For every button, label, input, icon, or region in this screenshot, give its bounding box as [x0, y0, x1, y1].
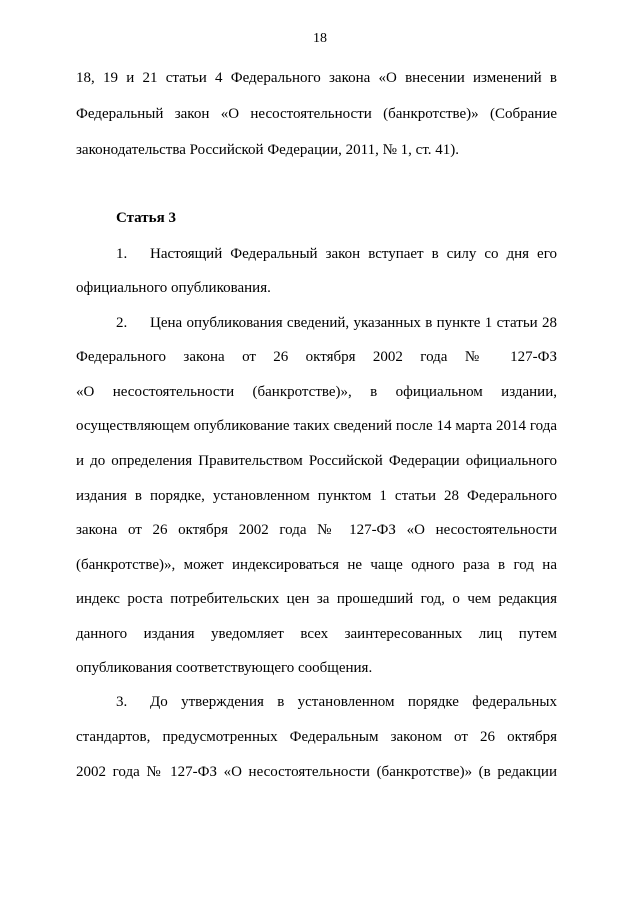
- p2-line: издания в порядке, установленном пунктом 1 статьи 28 Федерального: [76, 488, 557, 504]
- p1-number: 1.: [116, 246, 128, 262]
- p2-line: закона от 26 октября 2002 года № 127-ФЗ «О несостоятельности: [76, 522, 557, 538]
- intro-line-2: Федеральный закон «О несостоятельности (банкротстве)» (Собрание: [76, 106, 557, 122]
- p2-line: и до определения Правительством Российской Федерации официального: [76, 453, 557, 469]
- p1-first-text: Настоящий Федеральный закон вступает в силу со дня его: [150, 246, 557, 262]
- intro-line-3: законодательства Российской Федерации, 2011, № 1, ст. 41).: [76, 142, 459, 158]
- p2-line: «О несостоятельности (банкротстве)», в официальном издании,: [76, 384, 557, 400]
- p2-line: Федерального закона от 26 октября 2002 года № 127-ФЗ: [76, 349, 557, 365]
- p1-line: официального опубликования.: [76, 280, 271, 296]
- p2-first-text: Цена опубликования сведений, указанных в пункте 1 статьи 28: [150, 315, 557, 331]
- page-number: 18: [313, 31, 327, 46]
- p3-first-text: До утверждения в установленном порядке федеральных: [150, 694, 557, 710]
- p3-line: 2002 года № 127-ФЗ «О несостоятельности (банкротстве)» (в редакции: [76, 764, 557, 780]
- p3-first-line: [116, 692, 557, 712]
- p3-line: стандартов, предусмотренных Федеральным законом от 26 октября: [76, 729, 557, 745]
- p1-first-line: [116, 244, 557, 264]
- p2-line: осуществляющем опубликование таких сведений после 14 марта 2014 года: [76, 418, 557, 434]
- intro-line-1: 18, 19 и 21 статьи 4 Федерального закона «О внесении изменений в: [76, 70, 557, 86]
- p2-line: данного издания уведомляет всех заинтересованных лиц путем: [76, 626, 557, 642]
- p3-number: 3.: [116, 694, 128, 710]
- p2-line: (банкротстве)», может индексироваться не чаще одного раза в год на: [76, 557, 557, 573]
- p2-number: 2.: [116, 315, 128, 331]
- p2-line: индекс роста потребительских цен за прошедший год, о чем редакция: [76, 591, 557, 607]
- p2-first-line: [116, 313, 557, 333]
- p2-line: опубликования соответствующего сообщения.: [76, 660, 373, 676]
- article-heading: Статья 3: [116, 210, 176, 226]
